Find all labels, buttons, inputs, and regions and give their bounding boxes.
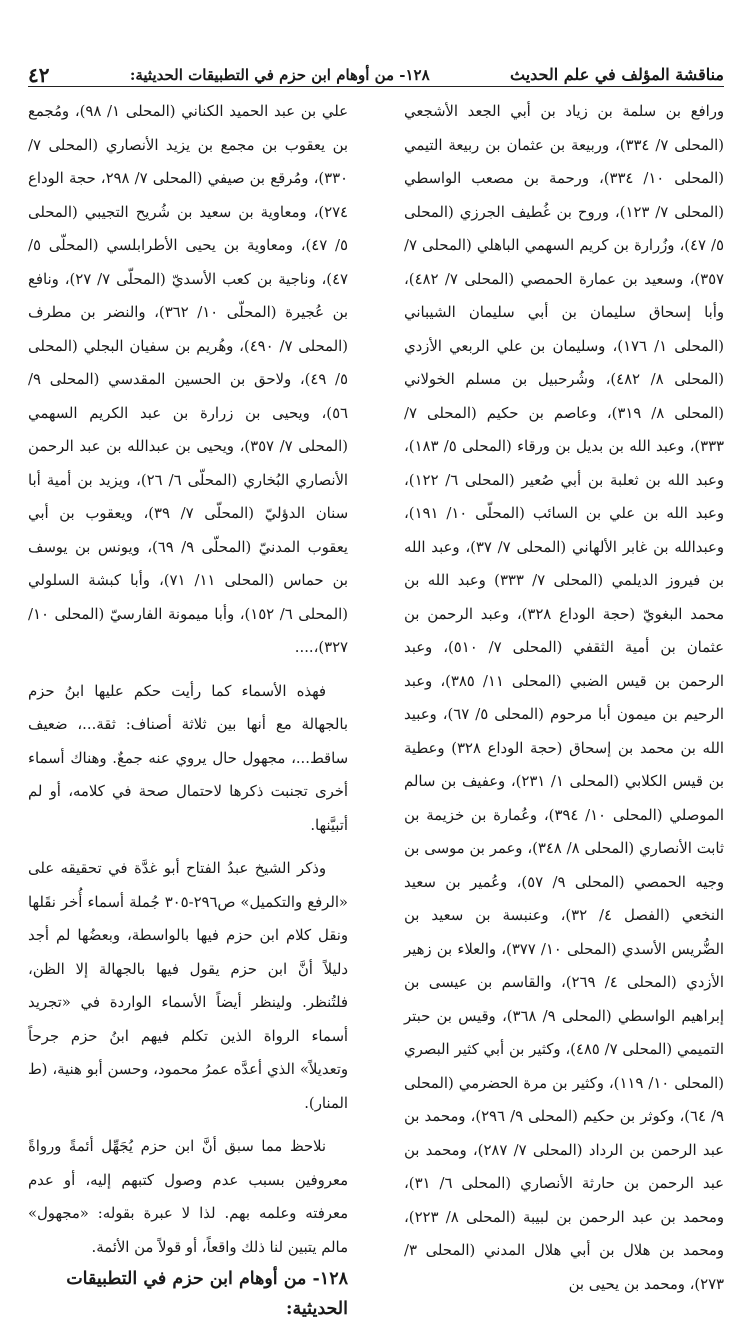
header-section-title: ١٢٨- من أوهام ابن حزم في التطبيقات الحديثية: (129, 66, 430, 84)
left-paragraph-4: نلاحظ مما سبق أنَّ ابن حزم يُجَهِّل أئمةً ورواةً معروفين بسبب عدم وصول كتبهم إليه، أو عدم معرفته وعلمه بهم. لذا لا عبرة بقوله: «مجهول» مالم يتبين لنا ذلك واقعاً، أو قولاً من الأئمة. (28, 1138, 348, 1256)
left-column (28, 95, 348, 1324)
page-number: ٤٢ (28, 63, 50, 87)
right-column (404, 95, 724, 1301)
left-paragraph-3: وذكر الشيخ عبدُ الفتاح أبو غدَّة في تحقيقه على «الرفع والتكميل» ص٢٩٦-٣٠٥ جُملة أسماء أُخر نقَلها ونقل كلام ابن حزم فيها بالواسطة، وبعضُها لم أجد دليلاً أنَّ ابن حزم يقول فيها بالجهالة إلا الظن، فلتُنظر. ولينظر أيضاً الأسماء الواردة في «تجريد أسماء الرواة الذين تكلم فيهم ابنُ حزم جرحاً وتعديلاً» الذي أعدَّه عمرُ محمود، وحسن أبو هنية، (ط المنار). (28, 860, 348, 1112)
left-paragraph-2: فهذه الأسماء كما رأيت حكم عليها ابنُ حزم بالجهالة مع أنها بين ثلاثة أصناف: ثقة...، ضعيف ساقط...، مجهول حال يروي عنه جمعٌ. وهناك أسماء أخرى تجنبت ذكرها لاحتمال صحة في كلامه، أو لم أتبيَّنها. (28, 682, 348, 834)
section-heading: ١٢٨- من أوهام ابن حزم في التطبيقات الحديثية: (66, 1269, 348, 1319)
left-paragraph-1: علي بن عبد الحميد الكناني (المحلى ١/ ٩٨)، ومُجمع بن يعقوب بن مجمع بن يزيد الأنصاري (المحلى ٧/ ٣٣٠)، ومُرقع بن صيفي (المحلى ٧/ ٢٩٨، حجة الوداع ٢٧٤)، ومعاوية بن سعيد بن شُريح التجيبي (المحلى ٥/ ٤٧)، ومعاوية بن يحيى الأطرابلسي (المحلّى ٥/ ٤٧)، وناجية بن كعب الأسديّ (المحلّى ٧/ ٢٧)، ونافع بن عُجيرة (المحلّى ١٠/ ٣٦٢)، والنضر بن مطرف (المحلى ٧/ ٤٩٠)، وهُريم بن سفيان البجلي (المحلى ٥/ ٤٩)، ولاحق بن الحسين المقدسي (المحلى ٩/ ٥٦)، ويحيى بن زرارة بن عبد الكريم السهمي (المحلى ٧/ ٣٥٧)، ويحيى بن عبدالله بن عبد الرحمن الأنصاري البُخاري (المحلّى ٦/ ٢٦)، ويزيد بن أمية أبا سنان الدؤليّ (المحلّى ٧/ ٣٩)، ويعقوب بن أبي يعقوب المدنيّ (المحلّى ٩/ ٦٩)، ويونس بن يوسف بن حماس (المحلى ١١/ ٧١)، وأبا كبشة السلولي (المحلى ٦/ ١٥٢)، وأبا ميمونة الفارسيّ (المحلى ١٠/ ٣٢٧)،.... (28, 103, 348, 656)
right-column-text: ورافع بن سلمة بن زياد بن أبي الجعد الأشجعي (المحلى ٧/ ٣٣٤)، وربيعة بن عثمان بن ربيعة التيمي (المحلى ١٠/ ٣٣٤)، ورحمة بن مصعب الواسطي (المحلى ٧/ ١٢٣)، وروح بن غُطيف الجرزي (المحلى ٥/ ٤٧)، وزُرارة بن كريم السهمي الباهلي (المحلى ٧/ ٣٥٧)، وسعيد بن عمارة الحمصي (المحلى ٧/ ٤٨٢)، وأبا إسحاق سليمان بن أبي سليمان الشيباني (المحلى ١/ ١٧٦)، وسليمان بن علي الربعي الأزدي (المحلى ٨/ ٤٨٢)، وشُرحبيل بن مسلم الخولاني (المحلى ٨/ ٣١٩)، وعاصم بن حكيم (المحلى ٧/ ٣٣٣)، وعبد الله بن بديل بن ورقاء (المحلى ٥/ ١٨٣)، وعبد الله بن ثعلبة بن أبي صُعير (المحلى ٦/ ١٢٢)، وعبد الله بن علي بن السائب (المحلّى ١٠/ ١٩١)، وعبدالله بن غابر الألهاني (المحلى ٧/ ٣٧)، وعبد الله بن فيروز الديلمي (المحلى ٧/ ٣٣٣) وعبد الله بن محمد البغويّ (حجة الوداع ٣٢٨)، وعبد الرحمن بن عثمان بن أمية الثقفي (المحلى ٧/ ٥١٠)، وعبد الرحمن بن قيس الضبي (المحلى ١١/ ٣٨٥)، وعبد الرحيم بن ميمون أبا مرحوم (المحلى ٥/ ٦٧)، وعبيد الله بن محمد بن إسحاق (حجة الوداع ٣٢٨) وعطية بن قيس الكلابي (المحلى ١/ ٢٣١)، وعفيف بن سالم الموصلي (المحلى ١٠/ ٣٩٤)، وعُمارة بن خزيمة بن ثابت الأنصاري (المحلى ٨/ ٣٤٨)، وعمر بن موسى بن وجيه الحمصي (المحلى ٩/ ٥٧)، وعُمير بن سعيد النخعي (الفصل ٤/ ٣٢)، وعنبسة بن سعيد بن الضُّريس الأسدي (المحلى ١٠/ ٣٧٧)، والعلاء بن زهير الأزدي (المحلى ٤/ ٢٦٩)، والقاسم بن عيسى بن إبراهيم الواسطي (المحلى ٩/ ٣٦٨)، وقيس بن حبتر التميمي (المحلى ٧/ ٤٨٥)، وكثير بن أبي كثير البصري (المحلى ١٠/ ١١٩)، وكثير بن مرة الحضرمي (المحلى ٩/ ٦٤)، وكوثر بن حكيم (المحلى ٩/ ٢٩٦)، ومحمد بن عبد الرحمن بن الرداد (المحلى ٧/ ٢٨٧)، ومحمد بن عبد الرحمن بن حارثة الأنصاري (المحلى ٦/ ٣١)، ومحمد بن عبد الرحمن بن لبيبة (المحلى ٨/ ٢٢٣)، ومحمد بن هلال بن أبي هلال المدني (المحلى ٣/ ٢٧٣)، ومحمد بن يحيى بن (404, 103, 725, 1293)
book-title: مناقشة المؤلف في علم الحديث (509, 65, 724, 84)
running-header (28, 58, 724, 87)
